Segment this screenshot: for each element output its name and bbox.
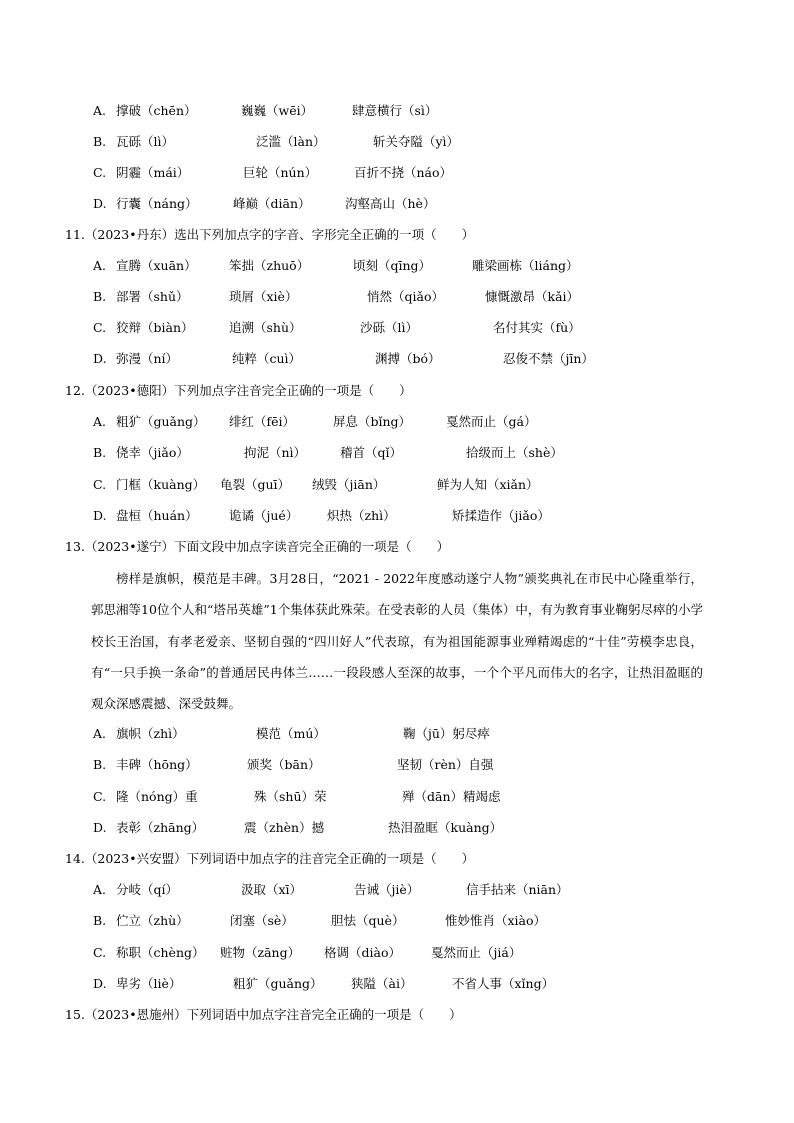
option-item: 部署（shǔ） bbox=[116, 289, 189, 304]
option-item: 汲取（xī） bbox=[241, 882, 303, 897]
option-item: 稽首（qǐ） bbox=[340, 445, 402, 460]
option-label: D. bbox=[93, 976, 107, 991]
option-item: 追溯（shù） bbox=[229, 320, 302, 335]
option-item: 格调（diào） bbox=[324, 945, 401, 960]
option-item: 名付其实（fù） bbox=[493, 320, 581, 335]
option-label: C. bbox=[93, 789, 107, 804]
option-item: 闭塞（sè） bbox=[230, 913, 294, 928]
option-item: 峰巅（diān） bbox=[233, 196, 311, 211]
option-label: B. bbox=[93, 757, 107, 772]
option-item: 殊（shū）荣 bbox=[254, 789, 327, 804]
question-stem: 12.（2023•德阳）下列加点字注音完全正确的一项是（ ） bbox=[65, 383, 412, 398]
option-item: 雕梁画栋（liáng） bbox=[472, 258, 579, 273]
question-stem: 11.（2023•丹东）选出下列加点字的字音、字形完全正确的一项（ ） bbox=[65, 227, 475, 242]
option-item: 绒毁（jiān） bbox=[312, 477, 386, 492]
option-item: 伫立（zhù） bbox=[116, 913, 189, 928]
option-item: 拾级而上（shè） bbox=[466, 445, 563, 460]
option-item: 盘桓（huán） bbox=[116, 508, 198, 523]
option-item: 分岐（qí） bbox=[116, 882, 178, 897]
option-item: 戛然而止（jiá） bbox=[431, 945, 522, 960]
option-item: 表彰（zhāng） bbox=[116, 820, 205, 835]
option-label: D. bbox=[93, 196, 107, 211]
option-item: 沙砾（lì） bbox=[360, 320, 418, 335]
option-item: 旗帜（zhì） bbox=[116, 726, 185, 741]
option-item: 鲜为人知（xiǎn） bbox=[437, 477, 539, 492]
option-label: C. bbox=[93, 320, 107, 335]
option-item: 门框（kuàng） bbox=[116, 477, 206, 492]
option-label: A. bbox=[93, 726, 107, 741]
option-item: 不省人事（xǐng） bbox=[452, 976, 555, 991]
option-label: A. bbox=[93, 414, 107, 429]
option-item: 坚韧（rèn）自强 bbox=[397, 757, 494, 772]
option-item: 赃物（zāng） bbox=[220, 945, 301, 960]
option-item: 热泪盈眶（kuàng） bbox=[388, 820, 503, 835]
option-item: 殚（dān）精竭虑 bbox=[402, 789, 501, 804]
option-label: B. bbox=[93, 445, 107, 460]
option-item: 告诫（jiè） bbox=[354, 882, 420, 897]
option-item: 鞠（jū）躬尽瘁 bbox=[403, 726, 490, 741]
option-item: 笨拙（zhuō） bbox=[229, 258, 310, 273]
option-label: B. bbox=[93, 913, 107, 928]
option-item: 龟裂（guī） bbox=[220, 477, 291, 492]
option-item: 行囊（náng） bbox=[116, 196, 198, 211]
option-label: B. bbox=[93, 289, 107, 304]
option-item: 丰碑（hōng） bbox=[116, 757, 198, 772]
option-item: 诡谲（jué） bbox=[229, 508, 299, 523]
option-item: 隆（nóng）重 bbox=[116, 789, 198, 804]
option-label: C. bbox=[93, 477, 107, 492]
option-label: D. bbox=[93, 508, 107, 523]
option-item: 百折不挠（náo） bbox=[354, 165, 453, 180]
question-stem: 14.（2023•兴安盟）下列词语中加点字的注音完全正确的一项是（ ） bbox=[65, 851, 475, 866]
option-item: 撑破（chēn） bbox=[116, 103, 197, 118]
option-item: 纯粹（cuì） bbox=[232, 351, 302, 366]
option-item: 侥幸（jiǎo） bbox=[116, 445, 189, 460]
option-item: 巨轮（nún） bbox=[243, 165, 318, 180]
option-item: 瓦砾（lì） bbox=[116, 134, 174, 149]
option-item: 沟壑高山（hè） bbox=[345, 196, 436, 211]
option-item: 巍巍（wēi） bbox=[241, 103, 314, 118]
option-item: 绯红（fēi） bbox=[229, 414, 296, 429]
option-item: 泛滥（làn） bbox=[256, 134, 326, 149]
option-item: 屏息（bǐng） bbox=[333, 414, 412, 429]
option-item: 顷刻（qīng） bbox=[353, 258, 432, 273]
option-item: 颁奖（bān） bbox=[247, 757, 321, 772]
option-item: 阴霾（mái） bbox=[116, 165, 190, 180]
option-item: 粗犷（guǎng） bbox=[233, 976, 323, 991]
option-item: 胆怯（què） bbox=[331, 913, 405, 928]
option-item: 慷慨激昂（kǎi） bbox=[485, 289, 580, 304]
option-item: 矫揉造作（jiǎo） bbox=[452, 508, 550, 523]
option-item: 肆意横行（sì） bbox=[352, 103, 438, 118]
option-item: 弥漫（ní） bbox=[116, 351, 179, 366]
option-label: C. bbox=[93, 945, 107, 960]
option-item: 戛然而止（gá） bbox=[446, 414, 537, 429]
option-label: D. bbox=[93, 351, 107, 366]
option-item: 宣腾（xuān） bbox=[116, 258, 197, 273]
option-item: 渊搏（bó） bbox=[375, 351, 441, 366]
option-label: A. bbox=[93, 882, 107, 897]
question-stem: 15.（2023•恩施州）下列词语中加点字注音完全正确的一项是（ ） bbox=[65, 1007, 462, 1022]
option-item: 称职（chèng） bbox=[116, 945, 205, 960]
option-item: 狡辩（biàn） bbox=[116, 320, 194, 335]
option-item: 斩关夺隘（yì） bbox=[373, 134, 460, 149]
option-item: 惟妙惟肖（xiào） bbox=[445, 913, 547, 928]
q13-passage: 榜样是旗帜，模范是丰碑。3月28日，“2021 - 2022年度感动遂宁人物”颁奖典礼在市民中心隆重举行，郭思湘等10位个人和“塔吊英雄”1个集体获此殊荣。在受表彰的人员（集体）中，有为教育事业鞠躬尽瘁的小学校长王治国，有孝老爱亲、坚韧自强的“四川好人”代表琼，有为祖国能源事业殚精竭虑的“十佳”劳模李忠良，有“一只手换一条命”的普通居民冉体兰……一段段感人至深的故事，一个个平凡而伟大的名字，让热泪盈眶的观众深感震撼、深受鼓舞。 bbox=[91, 571, 703, 712]
option-item: 拘泥（nì） bbox=[244, 445, 307, 460]
option-label: D. bbox=[93, 820, 107, 835]
option-item: 炽热（zhì） bbox=[327, 508, 396, 523]
question-stem: 13.（2023•遂宁）下面文段中加点字读音完全正确的一项是（ ） bbox=[65, 539, 450, 554]
option-item: 震（zhèn）撼 bbox=[244, 820, 325, 835]
option-label: C. bbox=[93, 165, 107, 180]
option-item: 信手拈来（niān） bbox=[466, 882, 569, 897]
option-item: 忍俊不禁（jīn） bbox=[503, 351, 594, 366]
option-item: 粗犷（guǎng） bbox=[116, 414, 206, 429]
option-item: 模范（mú） bbox=[256, 726, 326, 741]
option-label: A. bbox=[93, 103, 107, 118]
option-item: 悄然（qiǎo） bbox=[367, 289, 444, 304]
option-label: A. bbox=[93, 258, 107, 273]
option-label: B. bbox=[93, 134, 107, 149]
option-item: 琐屑（xiè） bbox=[229, 289, 298, 304]
option-item: 卑劣（liè） bbox=[116, 976, 182, 991]
option-item: 狭隘（ài） bbox=[351, 976, 413, 991]
